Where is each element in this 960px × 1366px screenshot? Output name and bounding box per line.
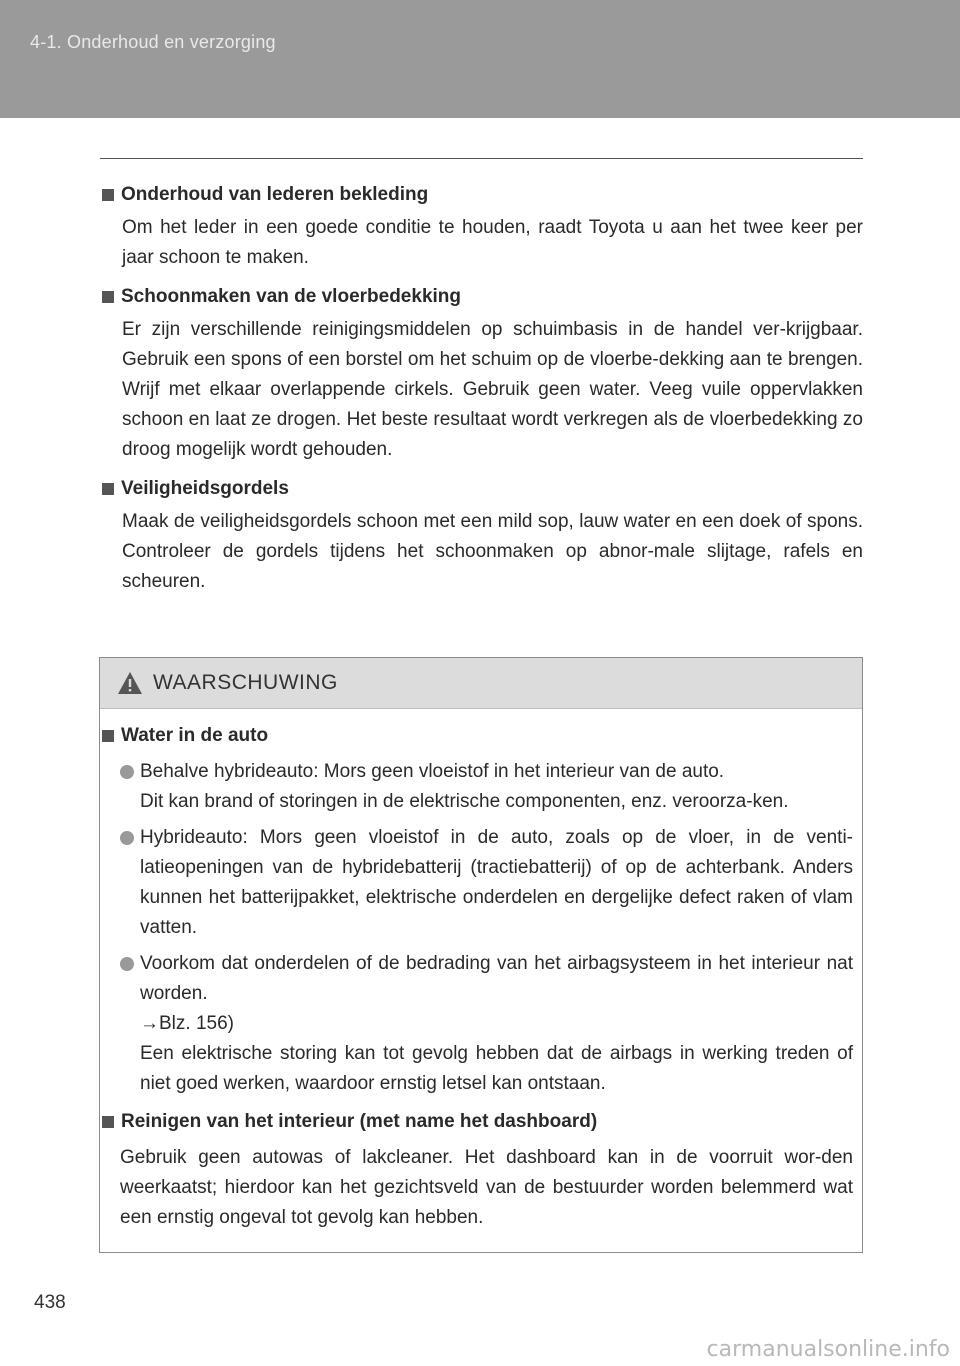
page-number: 438: [34, 1292, 66, 1313]
header-band: [0, 0, 960, 118]
warning-section-interior-cleaning: [100, 1107, 853, 1233]
warning-heading: WAARSCHUWING: [153, 671, 338, 694]
square-bullet-icon: [102, 1116, 114, 1128]
section-title: Schoonmaken van de vloerbedekking: [100, 282, 863, 312]
section-text: Om het leder in een goede conditie te houden, raadt Toyota u aan het twee keer per jaar schoon te maken.: [122, 217, 863, 268]
list-item: Hybrideauto: Mors geen vloeistof in de auto, zoals op de vloer, in de venti-latieopeningen van de hybridebatterij (tractiebatterij) of op de achterbank. Anders kunnen het batterijpakket, elektrische onderdelen en dergelijke defect raken of vlam vatten.: [120, 823, 853, 943]
section-leather-care: [100, 180, 863, 273]
round-bullet-icon: [120, 831, 134, 845]
warning-header: [100, 658, 862, 709]
page-reference-link[interactable]: →Blz. 156): [140, 1013, 234, 1034]
square-bullet-icon: [102, 291, 114, 303]
section-title: Onderhoud van lederen bekleding: [100, 180, 863, 210]
section-text: Gebruik geen autowas of lakcleaner. Het dashboard kan in de voorruit wor-den weerkaatst; hierdoor kan het gezichtsveld van de bestuurder worden belemmerd wat een ernstig ongeval tot gevolg kan hebben.: [120, 1147, 853, 1228]
section-title: Veiligheidsgordels: [100, 474, 863, 504]
list-item: Behalve hybrideauto: Mors geen vloeistof in het interieur van de auto. Dit kan brand of storingen in de elektrische componenten, enz. veroorza-ken.: [120, 757, 853, 817]
warning-box: [99, 657, 863, 1253]
warning-triangle-icon: [117, 671, 143, 695]
round-bullet-icon: [120, 957, 134, 971]
section-text: Maak de veiligheidsgordels schoon met een mild sop, lauw water en een doek of spons. Controleer de gordels tijdens het schoonmaken op abnor-male slijtage, rafels en scheuren.: [122, 511, 863, 592]
section-seatbelts: [100, 474, 863, 597]
square-bullet-icon: [102, 189, 114, 201]
divider-rule: [100, 158, 863, 159]
warning-body: [100, 709, 862, 1233]
square-bullet-icon: [102, 483, 114, 495]
section-carpet-cleaning: [100, 282, 863, 465]
chapter-title: 4-1. Onderhoud en verzorging: [30, 32, 276, 52]
watermark: carmanualsonline.info: [706, 1337, 950, 1362]
warning-section-water: [100, 721, 853, 1099]
section-title: Reinigen van het interieur (met name het dashboard): [100, 1107, 853, 1137]
section-title: Water in de auto: [100, 721, 853, 751]
main-content: [100, 180, 863, 606]
round-bullet-icon: [120, 765, 134, 779]
section-text: Er zijn verschillende reinigingsmiddelen op schuimbasis in de handel ver-krijgbaar. Gebruik een spons of een borstel om het schuim op de vloerbe-dekking aan te brengen. Wrijf met elkaar overlappende cirkels. Gebruik geen water. Veeg vuile oppervlakken schoon en laat ze drogen. Het beste resultaat wordt verkregen als de vloerbedekking zo droog mogelijk wordt gehouden.: [122, 319, 863, 460]
list-item: Voorkom dat onderdelen of de bedrading van het airbagsysteem in het interieur nat worden. →Blz. 156) Een elektrische storing kan tot gevolg hebben dat de airbags in werking treden of niet goed werken, waardoor ernstig letsel kan ontstaan.: [120, 949, 853, 1099]
square-bullet-icon: [102, 730, 114, 742]
